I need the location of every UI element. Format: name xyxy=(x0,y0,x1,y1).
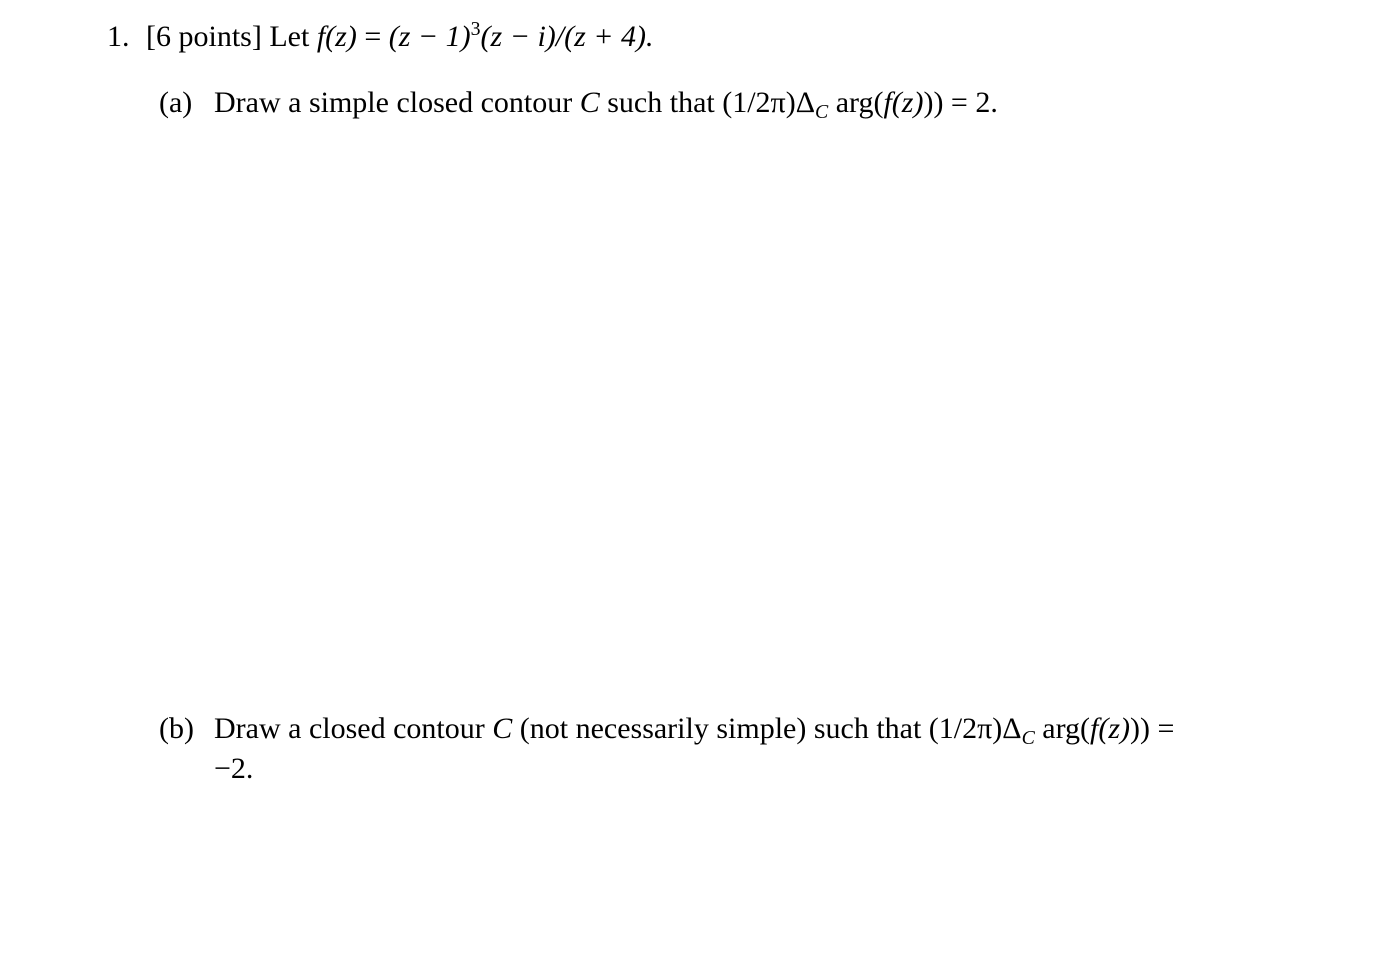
part-b-text-before: Draw a closed contour xyxy=(214,712,485,745)
part-a-text-before: Draw a simple closed contour xyxy=(214,86,573,119)
problem-statement xyxy=(146,18,654,53)
equals-sign: = xyxy=(364,20,382,53)
problem-number: 1. xyxy=(107,20,130,53)
part-a-contour-symbol: C xyxy=(579,86,600,119)
part-a-f-arg: (z) xyxy=(891,86,924,119)
function-name: f xyxy=(316,20,326,53)
part-b-f: f xyxy=(1090,712,1099,745)
part-a-arg: arg( xyxy=(835,86,884,119)
definition-part2: (z − i)/(z + 4). xyxy=(480,20,654,53)
part-a-text-middle: such that (1/2π)Δ xyxy=(607,86,815,119)
answer-space-a[interactable] xyxy=(159,140,1309,690)
part-b-value: −2. xyxy=(214,752,254,785)
points-label: [6 points] xyxy=(146,20,262,53)
definition-part1: (z − 1) xyxy=(388,20,471,53)
part-a-text xyxy=(214,86,998,123)
part-b-text xyxy=(214,712,1175,749)
part-a-delta-subscript: C xyxy=(814,100,829,123)
part-b-f-arg: (z) xyxy=(1098,712,1131,745)
part-b-text-middle: (not necessarily simple) such that (1/2π)Δ xyxy=(519,712,1022,745)
part-b-contour-symbol: C xyxy=(492,712,513,745)
part-b-delta-subscript: C xyxy=(1021,726,1035,749)
part-a-value: )) = 2. xyxy=(923,86,998,119)
definition-exponent: 3 xyxy=(470,18,481,41)
part-b-equals: )) = xyxy=(1130,712,1175,745)
part-a-label: (a) xyxy=(159,86,193,119)
lead-word: Let xyxy=(269,20,310,53)
part-b-label: (b) xyxy=(159,712,194,745)
part-a-f: f xyxy=(883,86,892,119)
part-b-arg: arg( xyxy=(1042,712,1091,745)
function-arg: (z) xyxy=(325,20,357,53)
